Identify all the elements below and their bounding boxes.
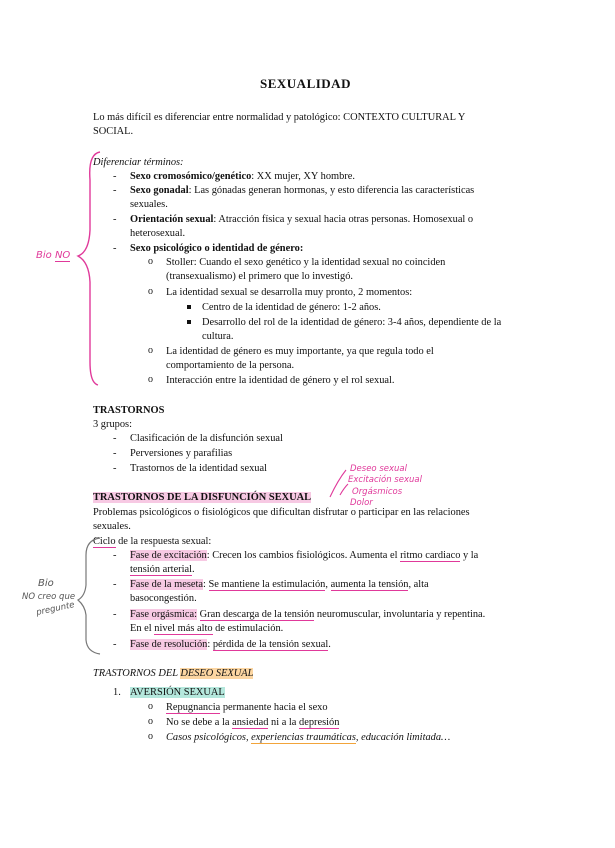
fase-underlined: tensión arterial xyxy=(130,564,193,575)
dash: - xyxy=(113,609,117,620)
disfuncion-heading-text: TRASTORNOS DE LA DISFUNCIÓN SEXUAL xyxy=(93,492,312,503)
fase-text: , xyxy=(325,579,331,590)
fase-underlined: ritmo cardiaco xyxy=(400,550,461,561)
gray-brace xyxy=(78,538,100,654)
underlined: ansiedad xyxy=(232,717,269,728)
underlined: experiencias traumáticas xyxy=(251,732,356,743)
fase-meseta-cont: basocongestión. xyxy=(130,593,197,604)
text: Casos psicológicos, xyxy=(166,732,252,743)
underlined: Repugnancia xyxy=(166,702,221,713)
text: permanente hacia el sexo xyxy=(220,702,328,713)
circle-bullet: o xyxy=(148,286,153,297)
fase-underlined: aumenta la tensión xyxy=(330,579,409,590)
sub-item-2: La identidad sexual se desarrolla muy pronto, 2 momentos: xyxy=(166,287,413,298)
circle-bullet: o xyxy=(148,374,153,385)
disfuncion-desc-2: sexuales. xyxy=(93,521,131,532)
annotation-text: Bio xyxy=(36,250,52,261)
dash: - xyxy=(113,463,117,474)
sub-item-1: Stoller: Cuando el sexo genético y la identidad sexual no coinciden xyxy=(166,257,446,268)
term-item-4: Sexo psicológico o identidad de género: xyxy=(130,243,304,254)
annotation-bio xyxy=(36,250,70,261)
dash: - xyxy=(113,185,117,196)
fase-text: En el xyxy=(130,623,155,634)
fase-text: de estimulación. xyxy=(212,623,284,634)
circle-bullet: o xyxy=(148,701,153,712)
trastornos-item: Perversiones y parafilias xyxy=(130,448,233,459)
annotation-list-4: Dolor xyxy=(350,498,373,508)
pink-brace xyxy=(78,152,100,385)
circle-bullet: o xyxy=(148,256,153,267)
trastornos-heading: TRASTORNOS xyxy=(93,405,165,416)
aversion-text: AVERSIÓN SEXUAL xyxy=(130,687,225,698)
fase-text: . xyxy=(192,564,195,575)
sub-item-3: La identidad de género es muy importante, ya que regula todo el xyxy=(166,346,434,357)
ciclo-rest: de la respuesta sexual: xyxy=(115,536,212,547)
dash: - xyxy=(113,639,117,650)
term-bold: Orientación sexual xyxy=(130,214,214,225)
fase-underlined: nivel más alto xyxy=(154,623,213,634)
list-number: 1. xyxy=(113,687,121,698)
fase-text: : Crecen los cambios fisiológicos. Aumenta el xyxy=(206,550,401,561)
dash: - xyxy=(113,579,117,590)
arrow-line xyxy=(330,470,346,497)
dash: - xyxy=(113,171,117,182)
dash: - xyxy=(113,448,117,459)
circle-bullet: o xyxy=(148,345,153,356)
trastornos-groups: 3 grupos: xyxy=(93,419,132,430)
fase-text: : xyxy=(203,579,209,590)
term-bold: Sexo gonadal xyxy=(130,185,189,196)
fase-label: Fase orgásmica: xyxy=(130,609,198,620)
annotation-bio-side-2: NO creo que xyxy=(22,592,76,602)
dash: - xyxy=(113,243,117,254)
term-item-2-cont: sexuales. xyxy=(130,199,168,210)
annotation-bio-side: Bio xyxy=(38,578,54,589)
dash: - xyxy=(113,214,117,225)
intro-line-2: SOCIAL. xyxy=(93,126,134,137)
annotation-bio-side-3: pregunte xyxy=(35,600,76,618)
trastornos-item: Clasificación de la disfunción sexual xyxy=(130,433,283,444)
sub-item-3-cont: comportamiento de la persona. xyxy=(166,360,295,371)
fase-underlined: Gran descarga de la tensión xyxy=(199,609,315,620)
fase-underlined: Se mantiene la estimulación xyxy=(208,579,326,590)
fase-label: Fase de resolución xyxy=(130,639,208,650)
deseo-heading-b: DESEO SEXUAL xyxy=(180,668,254,679)
sub-item-1-cont: (transexualismo) el primero que lo investigó. xyxy=(166,271,353,282)
annotation-list-1: Deseo sexual xyxy=(350,464,407,474)
terms-heading: Diferenciar términos: xyxy=(93,157,184,168)
disfuncion-desc-1: Problemas psicológicos o fisiológicos que dificultan disfrutar o participar en las relaciones xyxy=(93,507,470,518)
dash: - xyxy=(113,550,117,561)
ciclo-word: Ciclo xyxy=(93,536,116,547)
underlined: depresión xyxy=(299,717,340,728)
term-text: : XX mujer, XY hombre. xyxy=(251,171,355,182)
fase-underlined: pérdida de la tensión sexual xyxy=(212,639,329,650)
fase-label: Fase de la meseta xyxy=(130,579,203,590)
sub-item-4: Interacción entre la identidad de género y el rol sexual. xyxy=(166,375,395,386)
circle-bullet: o xyxy=(148,731,153,742)
term-text: : Las gónadas generan hormonas, y esto diferencia las características xyxy=(188,185,475,196)
trastornos-item: Trastornos de la identidad sexual xyxy=(130,463,267,474)
term-item-3-cont: heterosexual. xyxy=(130,228,186,239)
deseo-heading-a: TRASTORNOS DEL xyxy=(93,668,181,679)
subsub-item-2: Desarrollo del rol de la identidad de género: 3-4 años, dependiente de la xyxy=(202,317,502,328)
fase-text: , alta xyxy=(408,579,429,590)
arrow-line xyxy=(340,484,348,495)
annotation-list-3: Orgásmicos xyxy=(352,487,403,497)
fase-text: neuromuscular, involuntaria y repentina. xyxy=(314,609,486,620)
fase-text: . xyxy=(328,639,331,650)
page-title: SEXUALIDAD xyxy=(260,76,351,91)
subsub-item-1: Centro de la identidad de género: 1-2 años. xyxy=(202,302,381,313)
text: ni a la xyxy=(268,717,300,728)
circle-bullet: o xyxy=(148,716,153,727)
intro-line-1: Lo más difícil es diferenciar entre normalidad y patológico: CONTEXTO CULTURAL Y xyxy=(93,112,466,123)
annotation-text: NO xyxy=(54,250,71,261)
fase-text: y la xyxy=(460,550,479,561)
term-text: : Atracción física y sexual hacia otras personas. Homosexual o xyxy=(213,214,474,225)
dash: - xyxy=(113,433,117,444)
term-bold: Sexo cromosómico/genético xyxy=(130,171,252,182)
text: No se debe a la xyxy=(166,717,233,728)
text: , educación limitada… xyxy=(355,732,451,743)
annotation-list-2: Excitación sexual xyxy=(348,475,422,485)
subsub-item-2-cont: cultura. xyxy=(202,331,234,342)
fase-text: : xyxy=(207,639,213,650)
fase-label: Fase de excitación xyxy=(130,550,207,561)
